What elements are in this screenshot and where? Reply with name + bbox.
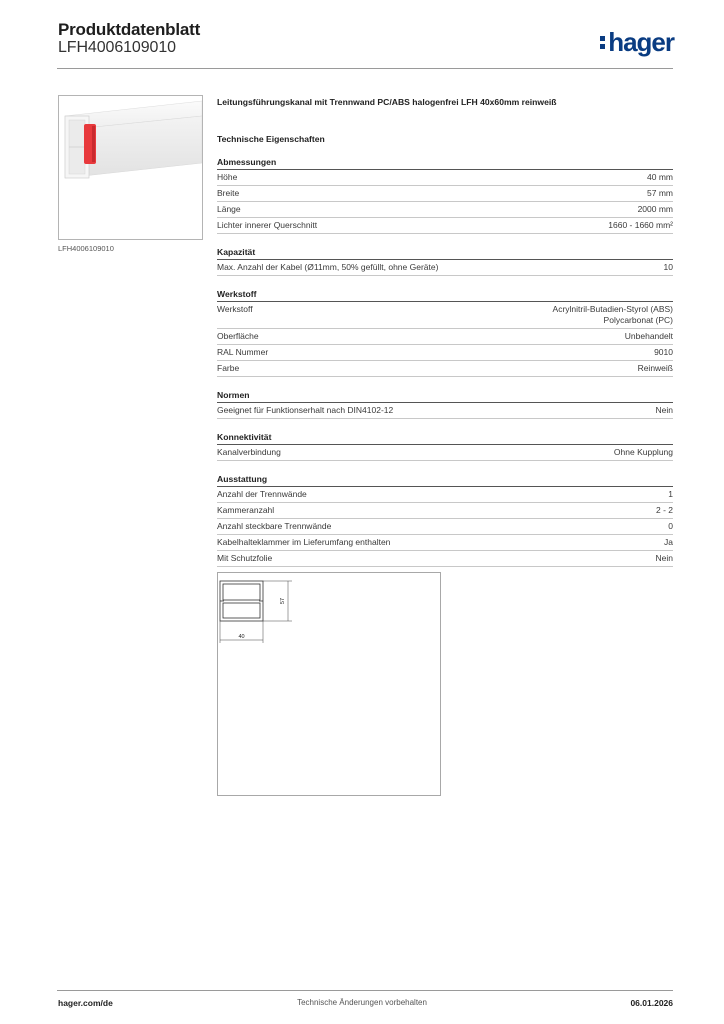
footer-date: 06.01.2026 [630,998,673,1008]
technical-properties-title: Technische Eigenschaften [217,134,325,144]
section-title: Werkstoff [217,289,673,302]
property-value [668,521,673,532]
logo-text: hager [608,27,674,57]
property-value-line: 10 [663,262,673,272]
section-title: Ausstattung [217,474,673,487]
property-label: RAL Nummer [217,347,269,357]
height-dimension-label: 57 [280,597,286,605]
section-5 [217,474,673,567]
property-value-line: 2000 mm [637,204,673,214]
logo-dots-icon [600,34,605,51]
section-0 [217,157,673,234]
property-value-line: 2 - 2 [655,505,673,515]
property-value [553,304,673,326]
property-value [668,489,673,500]
property-label: Anzahl der Trennwände [217,489,307,499]
property-row [217,170,673,186]
property-row [217,302,673,329]
property-label: Mit Schutzfolie [217,553,273,563]
property-value [608,220,673,231]
property-label: Kabelhalteklammer im Lieferumfang enthalten [217,537,391,547]
section-title: Abmessungen [217,157,673,170]
property-value-line: 0 [668,521,673,531]
property-value [664,537,673,548]
property-label: Geeignet für Funktionserhalt nach DIN4102-12 [217,405,394,415]
property-value-line: Nein [655,405,673,415]
property-value-line: Nein [655,553,673,563]
cross-section-drawing [218,573,440,795]
property-value [656,405,673,416]
property-value-line: 1660 - 1660 mm² [608,220,673,230]
section-title: Kapazität [217,247,673,260]
property-value [625,331,673,342]
section-title: Konnektivität [217,432,673,445]
product-image [58,95,203,240]
property-value [654,347,673,358]
property-row [217,186,673,202]
property-label: Kanalverbindung [217,447,281,457]
property-row [217,519,673,535]
property-row [217,551,673,567]
product-description: Leitungsführungskanal mit Trennwand PC/ABS halogenfrei LFH 40x60mm reinweiß [217,97,557,107]
property-row [217,218,673,234]
property-value-line: Ja [664,537,673,547]
section-4 [217,432,673,461]
property-label: Kammeranzahl [217,505,275,515]
property-label: Lichter innerer Querschnitt [217,220,318,230]
section-title: Normen [217,390,673,403]
property-value [647,188,673,199]
footer-website-link[interactable]: hager.com/de [58,998,113,1008]
property-value [638,363,673,374]
property-row [217,260,673,276]
property-label: Anzahl steckbare Trennwände [217,521,332,531]
section-2 [217,289,673,377]
property-value [614,447,673,458]
property-sections [217,157,673,567]
property-label: Breite [217,188,240,198]
width-dimension-label: 40 [238,634,245,640]
technical-content [217,97,673,597]
property-value-line: Unbehandelt [624,331,673,341]
property-value-line: 40 mm [647,172,673,182]
page-title: Produktdatenblatt [58,20,201,39]
property-label: Höhe [217,172,238,182]
property-label: Werkstoff [217,304,253,314]
property-value [656,553,673,564]
property-row [217,535,673,551]
section-1 [217,247,673,276]
property-value-line: Ohne Kupplung [613,447,673,457]
property-value-line: 57 mm [647,188,673,198]
hager-logo [600,27,674,58]
footer-disclaimer: Technische Änderungen vorbehalten [297,998,427,1007]
footer-divider [57,990,673,991]
property-row [217,503,673,519]
property-row [217,403,673,419]
section-3 [217,390,673,419]
image-caption: LFH4006109010 [58,244,114,253]
property-label: Oberfläche [217,331,259,341]
property-value-line: 9010 [654,347,673,357]
property-row [217,329,673,345]
cable-duct-illustration [59,96,202,239]
property-row [217,487,673,503]
property-value [647,172,673,183]
product-code: LFH4006109010 [58,39,176,56]
property-value-line: Polycarbonat (PC) [603,315,673,325]
property-value [638,204,673,215]
property-row [217,361,673,377]
property-value-line: 1 [668,489,673,499]
property-value [656,505,673,516]
property-row [217,445,673,461]
property-label: Länge [217,204,241,214]
technical-drawing [217,572,441,796]
property-value [664,262,673,273]
property-label: Farbe [217,363,240,373]
property-label: Max. Anzahl der Kabel (Ø11mm, 50% gefüllt, ohne Geräte) [217,262,439,272]
property-value-line: Acrylnitril-Butadien-Styrol (ABS) [552,304,673,314]
property-row [217,202,673,218]
property-row [217,345,673,361]
header-divider [57,68,673,69]
property-value-line: Reinweiß [637,363,673,373]
